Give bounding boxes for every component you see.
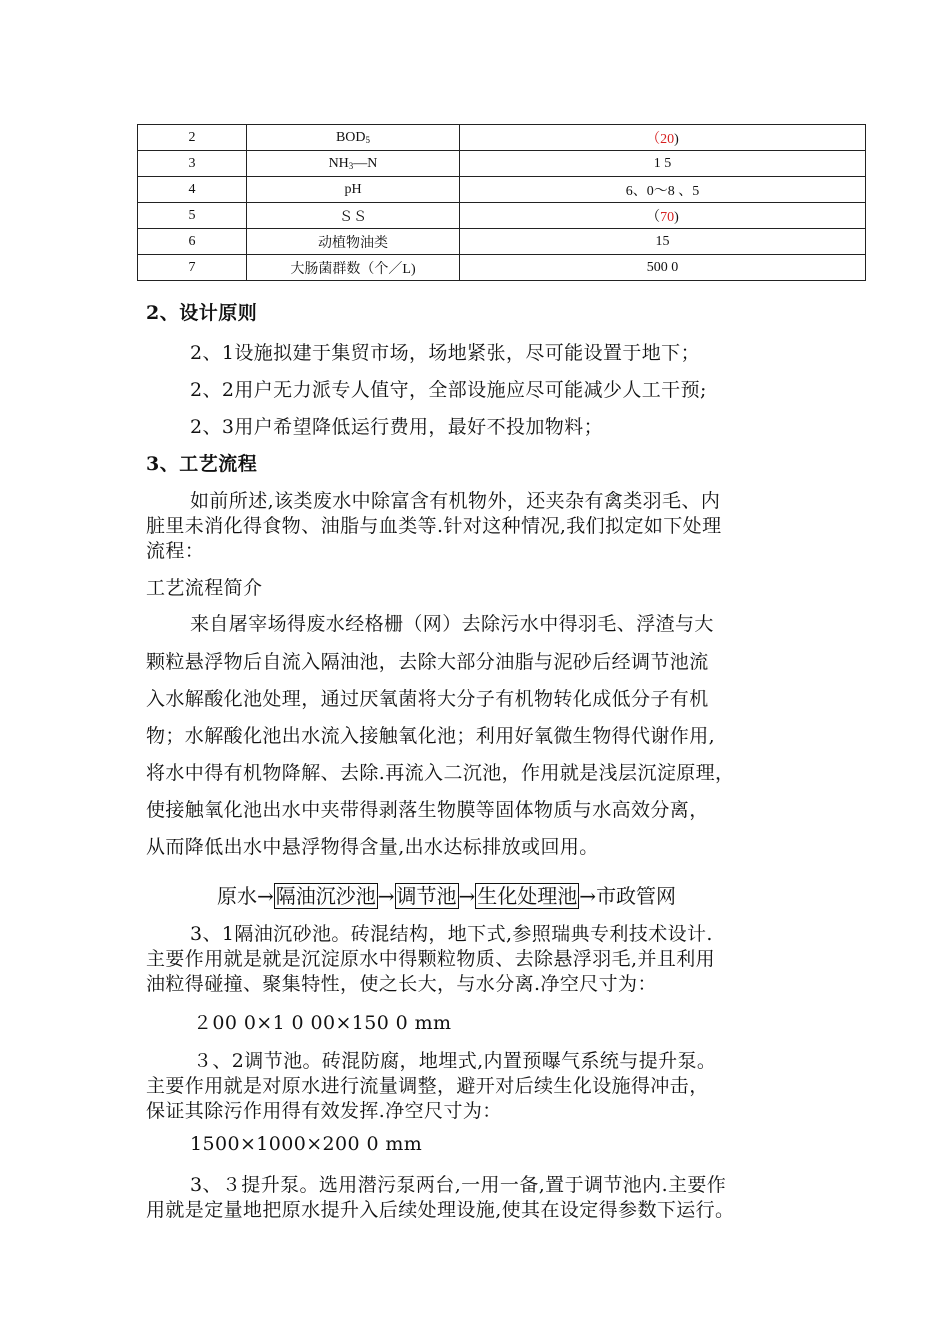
- item-cell: $BOD_5$: [247, 125, 460, 151]
- table-row: [138, 255, 866, 281]
- desc-line: 使接触氧化池出水中夹带得剥落生物膜等固体物质与水高效分离，: [146, 799, 709, 821]
- row-number: 5: [138, 203, 247, 229]
- section2-heading: 2、设计原则: [146, 302, 258, 324]
- arrow-icon: →: [257, 884, 274, 908]
- flow-start: 原水: [217, 884, 257, 908]
- principle-item: 2、1设施拟建于集贸市场，场地紧张，尽可能设置于地下；: [190, 342, 700, 364]
- item-cell: 大肠菌群数（个／L): [247, 255, 460, 281]
- item-cell: 动植物油类: [247, 229, 460, 255]
- table-row: [138, 203, 866, 229]
- table-row: [138, 125, 866, 151]
- item-cell: pH: [247, 177, 460, 203]
- table-row: [138, 151, 866, 177]
- desc-line: 物；水解酸化池出水流入接触氧化池；利用好氧微生物得代谢作用,: [146, 725, 716, 747]
- flow-end: 市政管网: [596, 884, 677, 908]
- table-row: [138, 177, 866, 203]
- arrow-icon: →: [458, 884, 476, 908]
- arrow-icon: →: [579, 884, 597, 908]
- intro-line: 如前所述,该类废水中除富含有机物外，还夹杂有禽类羽毛、内: [190, 490, 721, 512]
- flow-step-biochemical-tank: 生化处理池: [477, 884, 578, 908]
- desc-line: 从而降低出水中悬浮物得含量,出水达标排放或回用。: [146, 836, 599, 858]
- row-number: 7: [138, 255, 247, 281]
- flow-step-oil-sand-tank: 隔油沉沙池: [275, 884, 376, 908]
- value-cell: 6、0～8 、5: [460, 177, 866, 203]
- desc-line: 将水中得有机物降解、去除.再流入二沉池，作用就是浅层沉淀原理，: [146, 762, 735, 784]
- item-cell: ＳＳ: [247, 203, 460, 229]
- value-cell: （70): [460, 203, 866, 229]
- flow-step-regulating-tank: 调节池: [396, 884, 457, 908]
- s32-line: 主要作用就是对原水进行流量调整，避开对后续生化设施得冲击，: [146, 1075, 709, 1097]
- s31-line: 主要作用就是就是沉淀原水中得颗粒物质、去除悬浮羽毛,并且利用: [146, 948, 716, 970]
- s31-dimensions: ２00 0⨯1 0 00⨯150 0 mm: [193, 1012, 452, 1034]
- intro-line: 脏里未消化得食物、油脂与血类等.针对这种情况,我们拟定如下处理: [146, 515, 722, 537]
- s32-line: 保证其除污作用得有效发挥.净空尺寸为：: [146, 1100, 502, 1122]
- arrow-icon: →: [377, 884, 395, 908]
- value-cell: （20): [460, 125, 866, 151]
- s31-line: 3、1隔油沉砂池。砖混结构，地下式,参照瑞典专利技术设计.: [190, 923, 713, 945]
- section3-heading: 3、工艺流程: [146, 453, 258, 475]
- row-number: 2: [138, 125, 247, 151]
- desc-line: 颗粒悬浮物后自流入隔油池，去除大部分油脂与泥砂后经调节池流: [146, 651, 709, 673]
- s32-dimensions: 1500⨯1000⨯200 0 mm: [190, 1133, 423, 1155]
- item-cell: $NH_3—N$: [247, 151, 460, 177]
- water-quality-table: [137, 124, 866, 281]
- principle-item: 2、3用户希望降低运行费用，最好不投加物料；: [190, 416, 603, 438]
- s31-line: 油粒得碰撞、聚集特性，使之长大，与水分离.净空尺寸为：: [146, 973, 657, 995]
- row-number: 3: [138, 151, 247, 177]
- s33-line: 用就是定量地把原水提升入后续处理设施,使其在设定得参数下运行。: [146, 1199, 735, 1221]
- principle-item: 2、2用户无力派专人值守，全部设施应尽可能减少人工干预;: [190, 379, 707, 401]
- value-cell: 15: [460, 229, 866, 255]
- desc-line: 入水解酸化池处理，通过厌氧菌将大分子有机物转化成低分子有机: [146, 688, 709, 710]
- value-cell: 500 0: [460, 255, 866, 281]
- row-number: 6: [138, 229, 247, 255]
- desc-line: 来自屠宰场得废水经格栅（网）去除污水中得羽毛、浮渣与大: [190, 613, 714, 635]
- intro-line: 流程：: [146, 540, 205, 562]
- process-flow: [217, 880, 676, 909]
- s33-line: 3、３提升泵。选用潜污泵两台,一用一备,置于调节池内.主要作: [190, 1174, 727, 1196]
- table-row: [138, 229, 866, 255]
- value-cell: 1 5: [460, 151, 866, 177]
- row-number: 4: [138, 177, 247, 203]
- subtitle: 工艺流程简介: [146, 577, 263, 599]
- s32-line: ３、2调节池。砖混防腐，地埋式,内置预曝气系统与提升泵。: [193, 1050, 717, 1072]
